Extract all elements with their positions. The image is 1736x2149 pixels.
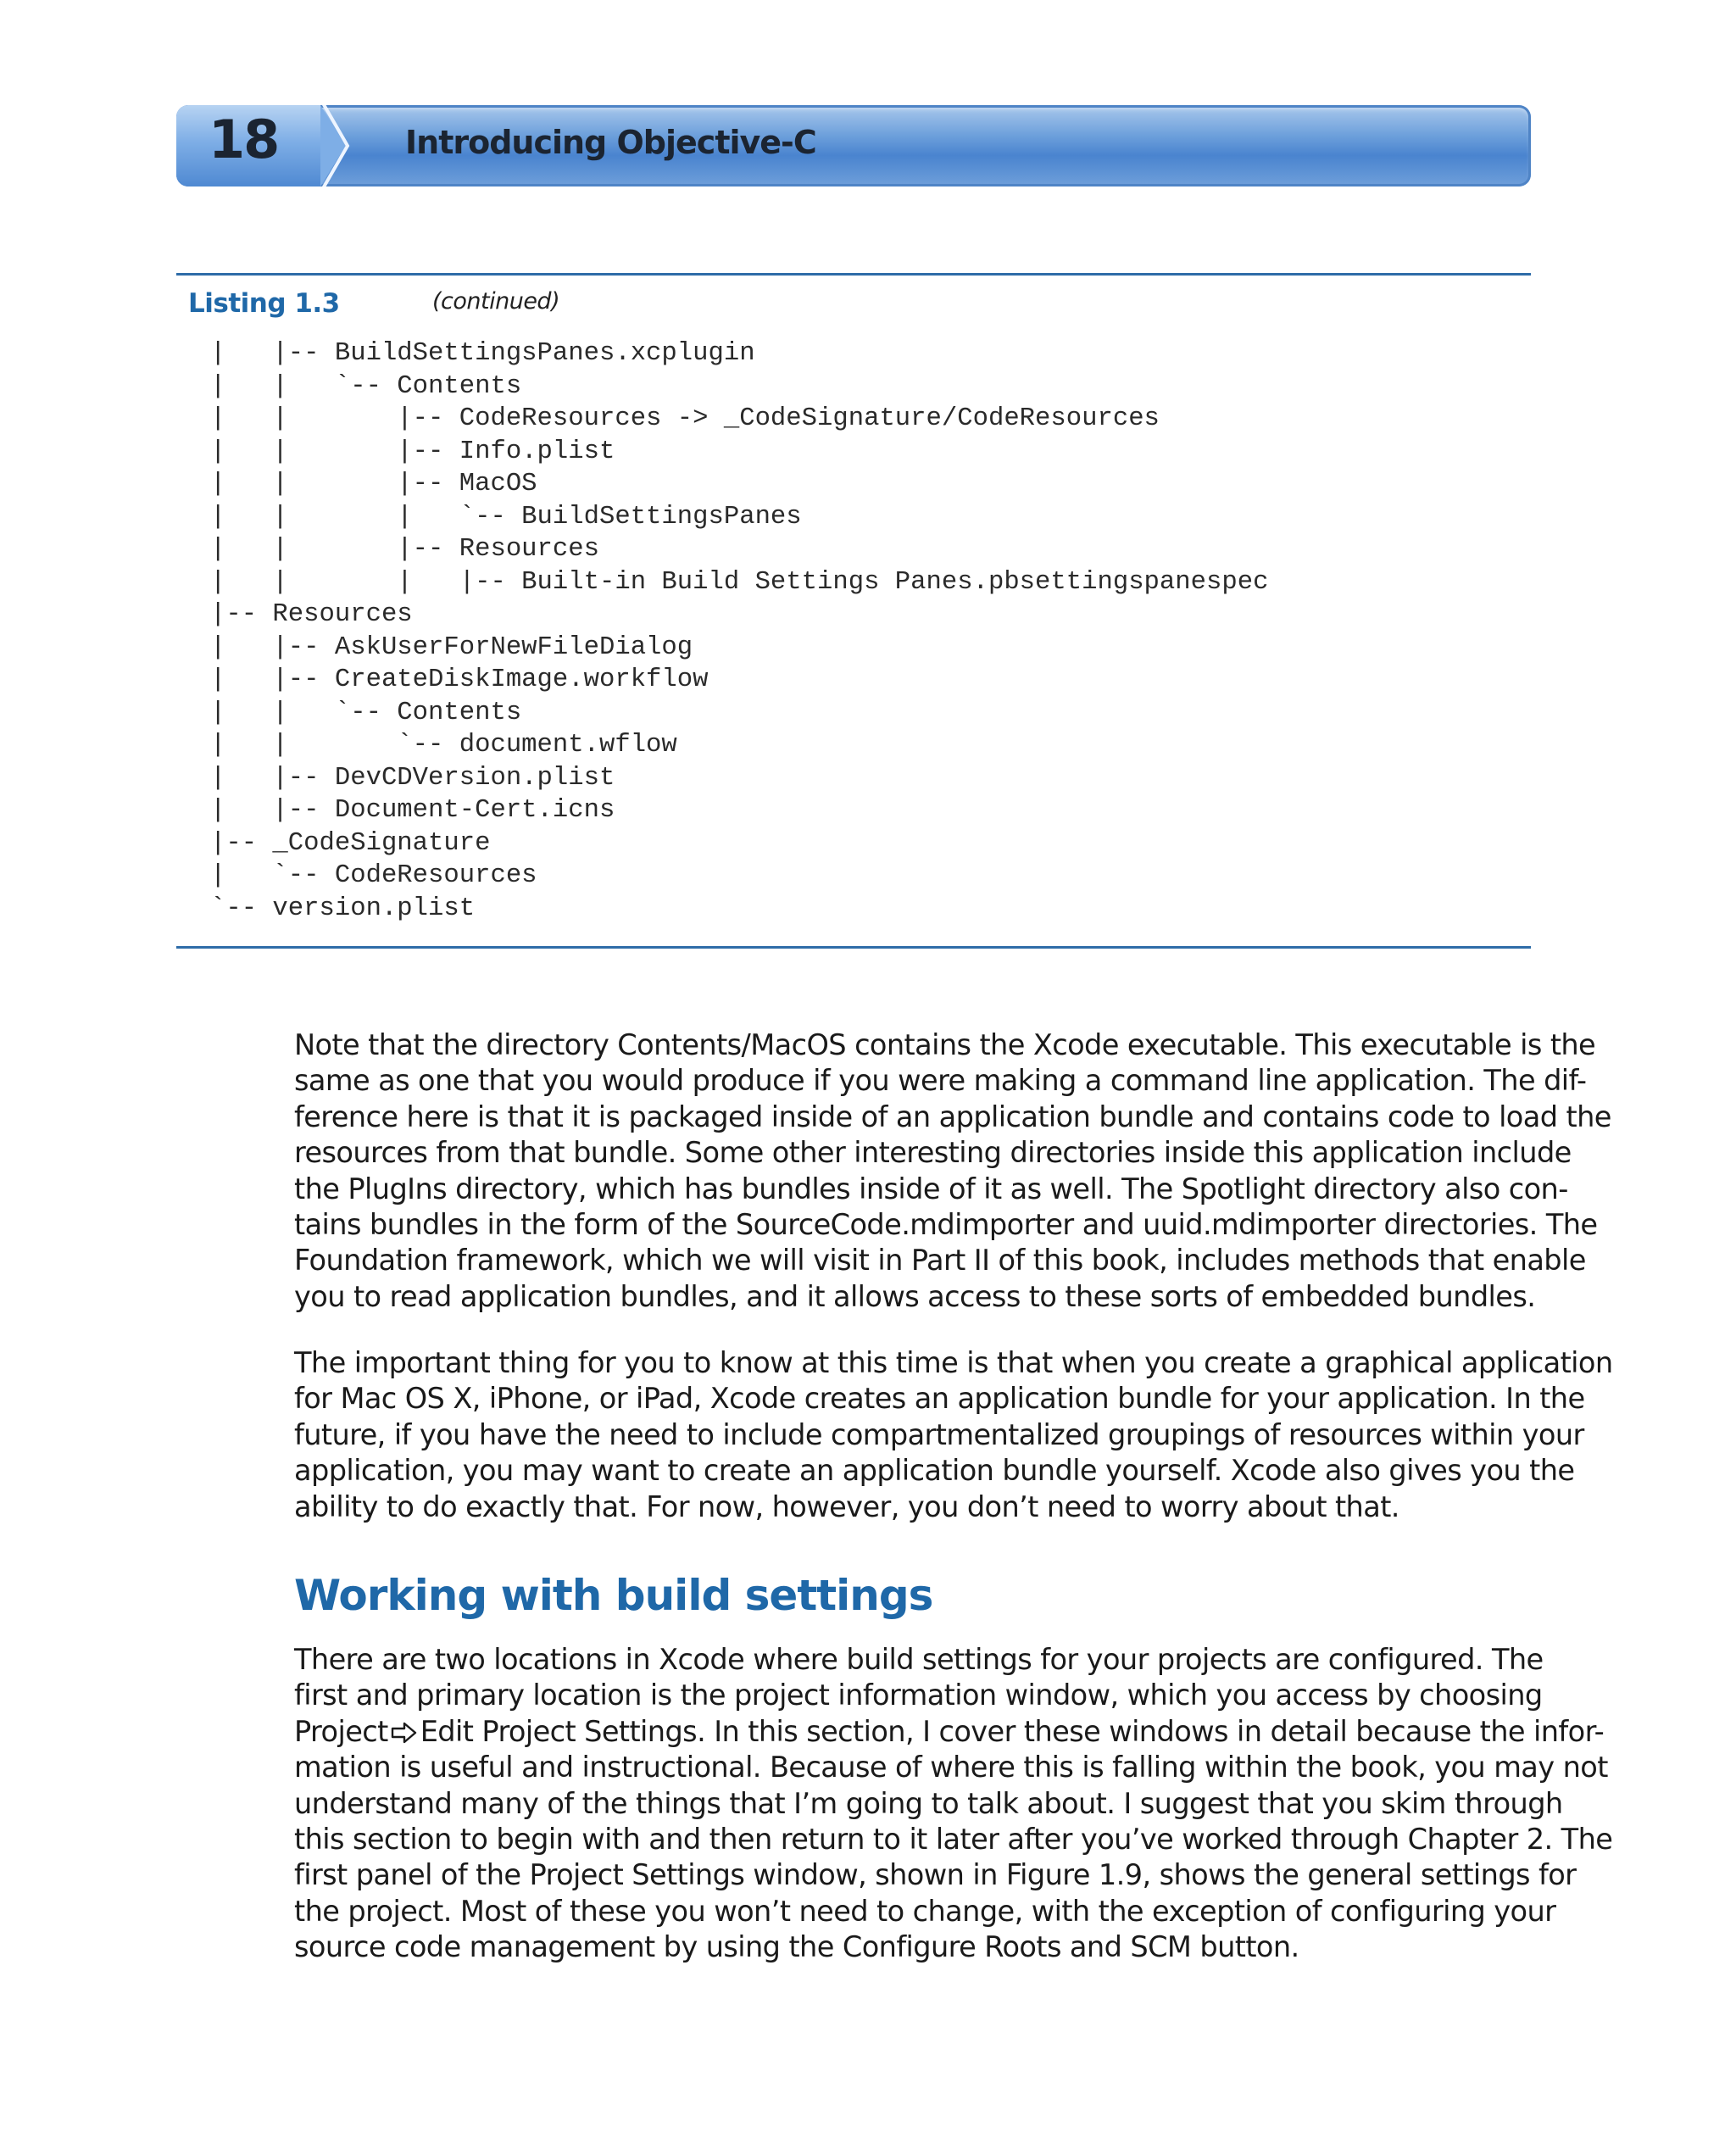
chapter-title: Introducing Objective-C: [405, 124, 816, 161]
code-line: | | `-- Contents: [210, 698, 522, 727]
text-line: Note that the directory Contents/MacOS contains the Xcode executable. This executable is the: [294, 1028, 1596, 1061]
text-line: future, if you have the need to include compartmentalized groupings of resources within your: [294, 1417, 1584, 1451]
code-line: | |-- AskUserForNewFileDialog: [210, 632, 693, 662]
text-line: you to read application bundles, and it allows access to these sorts of embedded bundles.: [294, 1279, 1536, 1313]
text-line: the PlugIns directory, which has bundles inside of it as well. The Spotlight directory also con-: [294, 1172, 1568, 1205]
code-line: | |-- DevCDVersion.plist: [210, 763, 615, 793]
chapter-header-bar: [176, 105, 1531, 187]
section-heading: Working with build settings: [294, 1571, 933, 1620]
menu-command-text: Edit Project Settings. In this section, I cover these windows in detail because the infor-: [420, 1714, 1605, 1748]
body-paragraph-1: [294, 1027, 1611, 1315]
code-line: | |-- BuildSettingsPanes.xcplugin: [210, 339, 755, 368]
code-line: | | `-- Contents: [210, 371, 522, 401]
body-paragraph-3: [294, 1642, 1613, 1966]
text-line: There are two locations in Xcode where build settings for your projects are configured. The: [294, 1643, 1544, 1676]
text-line: Foundation framework, which we will visit in Part II of this book, includes methods that enable: [294, 1244, 1586, 1278]
code-line: | | |-- Info.plist: [210, 437, 615, 466]
code-line: |-- _CodeSignature: [210, 828, 491, 858]
code-line: | `-- CodeResources: [210, 861, 537, 890]
text-line: first and primary location is the project information window, which you access by choosing: [294, 1679, 1543, 1712]
body-paragraph-2: [294, 1345, 1613, 1525]
text-line: this section to begin with and then return to it later after you’ve worked through Chapter 2. The: [294, 1823, 1613, 1857]
code-line: | | |-- CodeResources -> _CodeSignature/CodeResources: [210, 404, 1160, 433]
text-line: tains bundles in the form of the SourceCode.mdimporter and uuid.mdimporter directories. The: [294, 1208, 1598, 1242]
text-line: source code management by using the Configure Roots and SCM button.: [294, 1930, 1299, 1964]
text-line: the project. Most of these you won’t need to change, with the exception of configuring your: [294, 1894, 1556, 1928]
text-line: ference here is that it is packaged inside of an application bundle and contains code to load the: [294, 1100, 1611, 1133]
code-line: | | |-- Resources: [210, 535, 599, 564]
code-line: | |-- Document-Cert.icns: [210, 796, 615, 825]
text-line: same as one that you would produce if you were making a command line application. The dif-: [294, 1064, 1587, 1098]
code-line: | | `-- document.wflow: [210, 731, 677, 760]
text-line: resources from that bundle. Some other interesting directories inside this application include: [294, 1136, 1572, 1170]
page-number: 18: [209, 109, 279, 170]
text-line: understand many of the things that I’m going to talk about. I suggest that you skim through: [294, 1786, 1563, 1820]
code-line: | |-- CreateDiskImage.workflow: [210, 665, 709, 694]
menu-arrow-icon: [390, 1721, 419, 1745]
listing-bottom-rule: [176, 946, 1531, 949]
code-listing: [210, 337, 1268, 925]
menu-name: Project: [294, 1714, 388, 1748]
text-line: for Mac OS X, iPhone, or iPad, Xcode creates an application bundle for your application. In the: [294, 1382, 1585, 1416]
listing-top-rule: [176, 273, 1531, 276]
text-line: first panel of the Project Settings window, shown in Figure 1.9, shows the general settings for: [294, 1858, 1577, 1892]
code-line: |-- Resources: [210, 600, 413, 629]
text-line: mation is useful and instructional. Because of where this is falling within the book, you may not: [294, 1751, 1608, 1784]
text-line: ability to do exactly that. For now, however, you don’t need to worry about that.: [294, 1489, 1399, 1523]
code-line: | | | |-- Built-in Build Settings Panes.pbsettingspanespec: [210, 567, 1269, 597]
code-line: | | | `-- BuildSettingsPanes: [210, 502, 802, 532]
code-line: | | |-- MacOS: [210, 470, 537, 498]
text-line: application, you may want to create an application bundle yourself. Xcode also gives you the: [294, 1454, 1575, 1488]
listing-continued-note: (continued): [432, 288, 560, 315]
chevron-divider-icon: [312, 105, 359, 187]
text-line-menu-path: [294, 1714, 1605, 1750]
text-line: The important thing for you to know at this time is that when you create a graphical application: [294, 1346, 1613, 1379]
listing-label: Listing 1.3: [188, 288, 340, 319]
code-line: `-- version.plist: [210, 894, 476, 923]
